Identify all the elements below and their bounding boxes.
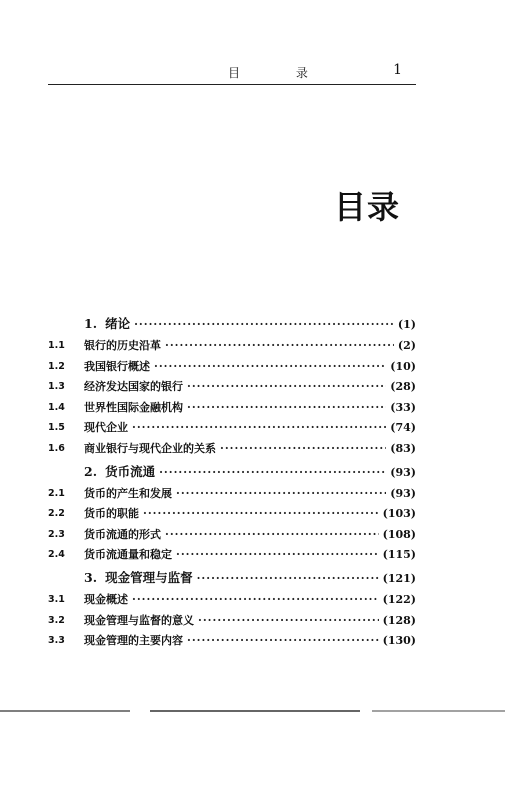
toc-page: (122) — [382, 592, 416, 606]
toc-number: 1.1 — [48, 340, 65, 351]
toc-entry — [84, 418, 416, 439]
toc-section — [0, 611, 505, 632]
toc-title: 货币流通量和稳定 — [84, 548, 172, 562]
toc-title: 货币的职能 — [84, 507, 139, 521]
toc-title: 现代企业 — [84, 421, 128, 435]
toc-page: (28) — [390, 380, 416, 394]
toc-number: 2.4 — [48, 549, 65, 561]
toc-number: 1.5 — [48, 422, 65, 434]
toc-number: 1.4 — [48, 401, 65, 413]
toc-title: 现金概述 — [84, 592, 128, 606]
toc-entry — [84, 439, 416, 460]
toc-page: (103) — [382, 507, 416, 521]
dot-leader — [159, 461, 386, 485]
toc-section — [0, 418, 505, 439]
toc-page: (115) — [382, 548, 416, 562]
toc-section — [0, 439, 505, 460]
toc-entry — [84, 545, 416, 566]
toc-chapter — [0, 566, 505, 590]
toc-page: (93) — [390, 465, 416, 479]
toc-title — [84, 312, 130, 336]
toc-title: 世界性国际金融机构 — [84, 400, 183, 414]
header-title: 目 录 — [228, 66, 334, 80]
dot-leader — [187, 631, 379, 652]
toc-section — [0, 377, 505, 398]
toc-number: 2.1 — [48, 487, 65, 499]
dot-leader — [165, 525, 379, 546]
chapter-number: 1. — [84, 316, 98, 331]
toc-page: (10) — [390, 359, 416, 373]
dot-leader — [134, 313, 394, 337]
dot-leader — [187, 398, 386, 419]
dot-leader — [220, 439, 386, 460]
toc-chapter — [0, 460, 505, 484]
toc-title: 经济发达国家的银行 — [84, 380, 183, 394]
toc-page: (74) — [390, 421, 416, 435]
toc-section — [0, 484, 505, 505]
toc-number: 3.1 — [48, 593, 65, 605]
toc-entry — [84, 377, 416, 398]
toc-page: (1) — [397, 318, 416, 331]
toc-section — [0, 504, 505, 525]
toc-entry — [84, 590, 416, 611]
chapter-number: 2. — [84, 463, 98, 479]
toc-page: (33) — [390, 400, 416, 414]
dot-leader — [165, 336, 394, 357]
toc-number: 3.3 — [48, 635, 65, 647]
toc-entry — [84, 357, 416, 378]
toc-page: (2) — [397, 339, 416, 352]
page-bottom-rule — [0, 708, 505, 714]
toc-chapter — [0, 312, 505, 336]
toc-number: 2.2 — [48, 508, 65, 520]
toc-section — [0, 631, 505, 652]
toc-section — [0, 590, 505, 611]
dot-leader — [198, 611, 379, 632]
toc-section — [0, 525, 505, 546]
toc-title: 货币流通的形式 — [84, 527, 161, 541]
toc-section — [0, 357, 505, 378]
toc-title — [84, 566, 193, 590]
toc-page: (130) — [382, 634, 416, 648]
dot-leader — [176, 484, 386, 505]
toc-entry — [84, 398, 416, 419]
toc-number: 1.3 — [48, 381, 65, 393]
dot-leader — [154, 357, 386, 378]
toc-number: 2.3 — [48, 528, 65, 540]
chapter-number: 3. — [84, 569, 98, 585]
toc-number: 1.6 — [48, 442, 65, 454]
toc-section — [0, 545, 505, 566]
dot-leader — [197, 567, 379, 591]
toc-entry — [84, 460, 416, 485]
toc-title: 货币的产生和发展 — [84, 486, 172, 500]
toc-title: 现金管理与监督的意义 — [84, 613, 194, 627]
toc-number: 3.2 — [48, 614, 65, 626]
toc-page: (108) — [382, 527, 416, 541]
toc-page: (128) — [382, 613, 416, 627]
table-of-contents — [0, 312, 505, 652]
dot-leader — [132, 590, 379, 611]
toc-title: 现金管理的主要内容 — [84, 634, 183, 648]
toc-section — [0, 398, 505, 419]
toc-title — [84, 460, 155, 484]
toc-section — [0, 336, 505, 357]
toc-title: 我国银行概述 — [84, 359, 150, 373]
toc-title: 商业银行与现代企业的关系 — [84, 441, 216, 455]
toc-entry — [84, 312, 416, 337]
dot-leader — [187, 377, 386, 398]
toc-page: (83) — [390, 441, 416, 455]
chapter-title: 现金管理与监督 — [105, 569, 193, 585]
bottom-rule-line — [0, 708, 505, 714]
toc-entry — [84, 484, 416, 505]
dot-leader — [176, 545, 379, 566]
header-page-number: 1 — [393, 62, 402, 78]
toc-entry — [84, 611, 416, 632]
toc-entry — [84, 566, 416, 591]
toc-entry — [84, 336, 416, 357]
page-title: 目录 — [333, 188, 400, 226]
dot-leader — [143, 504, 379, 525]
toc-entry — [84, 525, 416, 546]
chapter-title: 货币流通 — [105, 463, 156, 479]
toc-number: 1.2 — [48, 360, 65, 372]
toc-entry — [84, 631, 416, 652]
toc-page: (121) — [382, 571, 416, 585]
chapter-title: 绪论 — [105, 316, 131, 331]
dot-leader — [132, 418, 386, 439]
toc-title: 银行的历史沿革 — [84, 339, 161, 352]
toc-page: (93) — [390, 486, 416, 500]
toc-entry — [84, 504, 416, 525]
running-header — [48, 60, 416, 85]
